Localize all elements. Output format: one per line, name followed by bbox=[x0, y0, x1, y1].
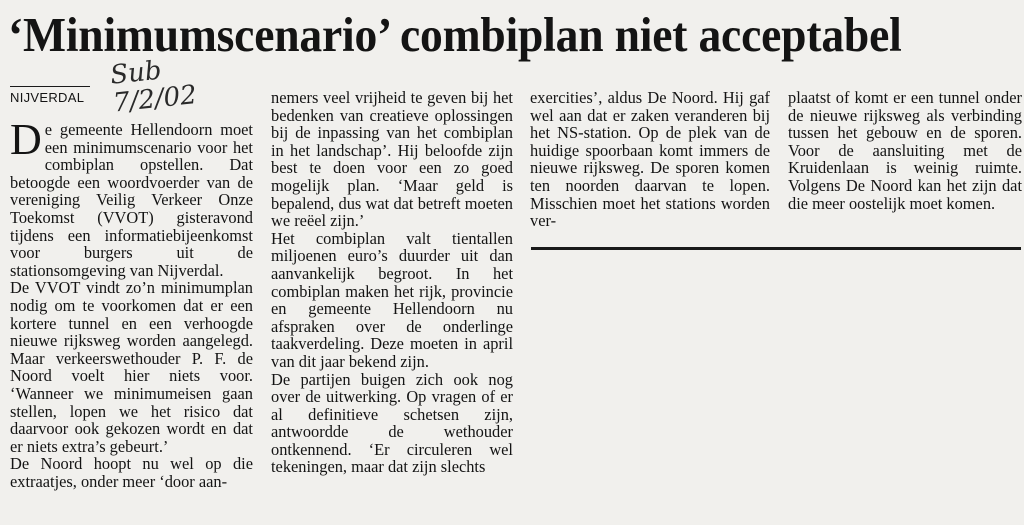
paragraph-5: Het combiplan valt tientallen miljoenen euro’s duurder uit dan aanvankelijk begroot. In het combiplan maken het rijk, provincie en gemeente Hellendoorn nu afspraken over de onderlinge taakverdeling. Deze moeten in april van dit jaar bekend zijn. bbox=[271, 228, 513, 371]
column-end-rule bbox=[531, 247, 1021, 250]
article-column-1 bbox=[10, 115, 253, 521]
drop-cap: D bbox=[10, 115, 42, 164]
paragraph-2: De VVOT vindt zo’n minimumplan nodig om te voorkomen dat er een kortere tunnel en een verhoogde nieuwe rijksweg worden aangelegd. Maar verkeerswethouder P. F. de Noord voelt hier niets voor. ‘Wanneer we minimumeisen gaan stellen, lopen we het risico dat daarvoor ook gekozen wordt en dat er niets extra’s gebeurt.’ bbox=[10, 278, 253, 456]
article-column-3 bbox=[530, 89, 770, 259]
article-column-2 bbox=[271, 89, 513, 521]
paragraph-1-text: e gemeente Hellendoorn moet een minimumscenario voor het combiplan opstellen. Dat betoogde een woordvoerder van de vereniging Veilig Verkeer Onze Toekomst (VVOT) gisteravond tijdens een informatiebijeenkomst voor burgers uit de stationsomgeving van Nijverdal. bbox=[10, 120, 253, 280]
dateline-rule bbox=[10, 86, 90, 87]
paragraph-8: plaatst of komt er een tunnel onder de nieuwe rijksweg als verbinding tussen het gebouw en de sporen. Voor de aansluiting met de Kruidenlaan is weinig ruimte. Volgens De Noord kan het zijn dat die meer oostelijk moet komen. bbox=[788, 88, 1022, 213]
article-column-4 bbox=[788, 89, 1022, 259]
paragraph-3: De Noord hoopt nu wel op die extraatjes, onder meer ‘door aan- bbox=[10, 454, 253, 491]
handwritten-date-note: Sub 7/2/02 bbox=[108, 55, 199, 119]
dateline: NIJVERDAL bbox=[10, 90, 85, 105]
headline: ‘Minimumscenario’ combiplan niet acceptabel bbox=[8, 7, 902, 62]
paragraph-4: nemers veel vrijheid te geven bij het bedenken van creatieve oplossingen bij de inpassing van het combiplan in het landschap’. Hij beloofde zijn best te doen voor een zo goed mogelijk plan. ‘Maar geld is bepalend, dus wat dat betreft moeten we reëel zijn.’ bbox=[271, 88, 513, 231]
paragraph-1 bbox=[10, 115, 253, 280]
paragraph-6: De partijen buigen zich ook nog over de uitwerking. Op vragen of er al definitieve schetsen zijn, antwoordde de wethouder ontkennend. ‘Er circuleren wel tekeningen, maar dat zijn slechts bbox=[271, 369, 513, 477]
paragraph-7: exercities’, aldus De Noord. Hij gaf wel aan dat er zaken veranderen bij het NS-station. Op de plek van de huidige spoorbaan komt immers de nieuwe rijksweg. De sporen komen ten noorden daarvan te lopen. Misschien moet het stations worden ver- bbox=[530, 88, 770, 231]
